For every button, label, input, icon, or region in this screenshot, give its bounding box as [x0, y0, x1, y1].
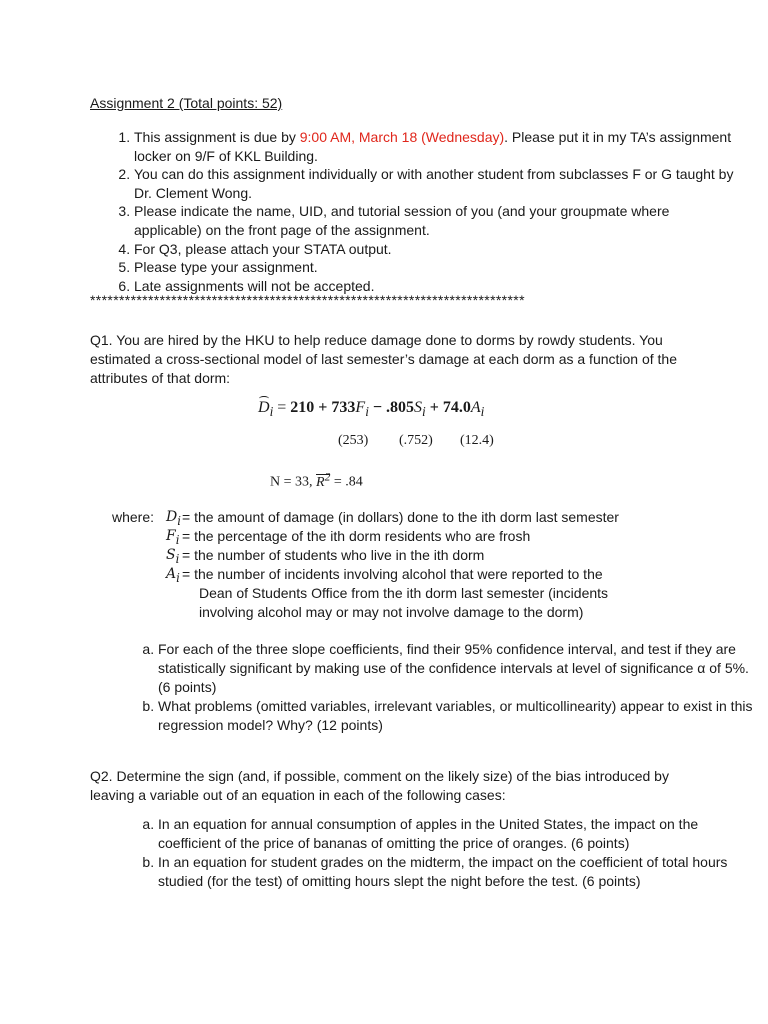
instruction-item: 4. For Q3, please attach your STATA output. — [134, 240, 734, 259]
standard-error-a: (12.4) — [460, 433, 494, 448]
definition-row: $A_i$ = the number of incidents involving alcohol that were reported to the — [166, 566, 603, 585]
definition-continuation: Dean of Students Office from the ith dorm last semester (incidents — [199, 585, 609, 601]
q1-part-a: a. For each of the three slope coefficients, find their 95% confidence interval, and test if they are statistically significant by making use of the confidence intervals at level of significance α of 5%. (6 points) — [158, 640, 758, 697]
variable-definitions — [112, 508, 692, 622]
q2-parts — [90, 815, 758, 891]
instruction-item: 1. This assignment is due by 9:00 AM, March 18 (Wednesday). Please put it in my TA’s assignment locker on 9/F of KKL Building. — [134, 128, 734, 165]
definition-row: $F_i$ = the percentage of the ith dorm residents who are frosh — [166, 528, 531, 547]
definition-continuation: involving alcohol may or may not involve damage to the dorm) — [199, 604, 584, 620]
instruction-item: 5. Please type your assignment. — [134, 258, 734, 277]
q2-intro: Q2. Determine the sign (and, if possible, comment on the likely size) of the bias introduced by leaving a variable out of an equation in each of the following cases: — [90, 768, 669, 803]
q1-part-b: b. What problems (omitted variables, irrelevant variables, or multicollinearity) appear to exist in this regression model? Why? (12 points) — [158, 697, 758, 735]
r-squared-bar: $R^2$ — [316, 470, 331, 490]
q1-intro: Q1. You are hired by the HKU to help reduce damage done to dorms by rowdy students. You estimated a cross-sectional model of last semester’s damage at each dorm as a function of the attributes of that dorm: — [90, 332, 678, 386]
standard-error-f: (253) — [338, 433, 369, 448]
definition-row: where: $D_i$ = the amount of damage (in dollars) done to the ith dorm last semester — [112, 509, 619, 528]
assignment-title: Assignment 2 (Total points: 52) — [90, 95, 283, 111]
instruction-item: 3. Please indicate the name, UID, and tutorial session of you (and your groupmate where applicable) on the front page of the assignment. — [134, 202, 734, 239]
dependent-variable: D — [258, 399, 270, 416]
due-date-highlight: 9:00 AM, March 18 (Wednesday) — [299, 129, 505, 145]
definition-row: $S_i$ = the number of students who live in the ith dorm — [166, 547, 485, 566]
sample-stats: N = 33, $R^2 = .84$ — [270, 470, 363, 490]
q1-parts — [90, 640, 758, 735]
where-label: where: — [112, 509, 155, 525]
q2-part-b: b. In an equation for student grades on the midterm, the impact on the coefficient of total hours studied (for the test) of omitting hours slept the night before the test. (6 points) — [158, 853, 758, 891]
regression-equation: $D_i = 210 + 733F_i - .805S_i + 74.0A_i$ — [258, 399, 485, 420]
instruction-item: 2. You can do this assignment individually or with another student from subclasses F or G taught by Dr. Clement Wong. — [134, 165, 734, 202]
q2-part-a: a. In an equation for annual consumption of apples in the United States, the impact on the coefficient of the price of bananas of omitting the price of oranges. (6 points) — [158, 815, 758, 853]
instructions-list — [90, 128, 734, 295]
instruction-item: 6. Late assignments will not be accepted. — [134, 277, 734, 296]
separator-line: *************************************************************************** — [90, 293, 525, 307]
standard-error-s: (.752) — [399, 433, 433, 448]
